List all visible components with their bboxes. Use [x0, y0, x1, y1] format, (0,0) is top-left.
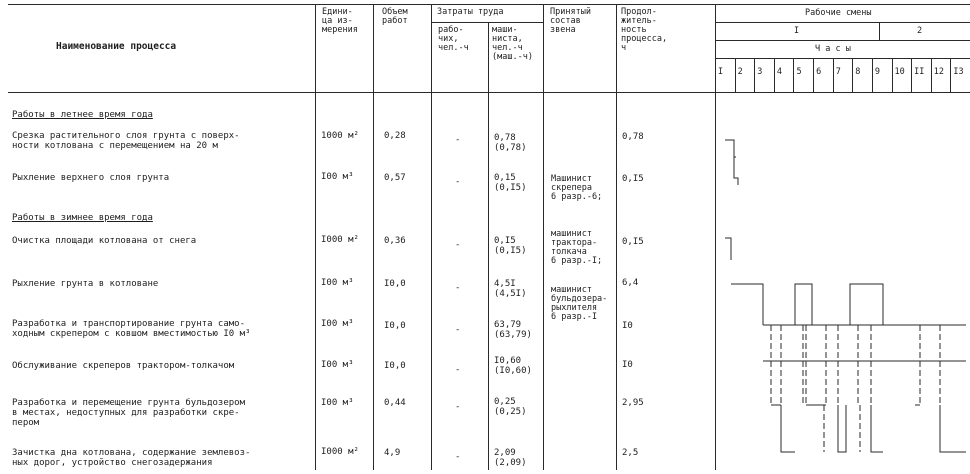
hour-12: 12 [933, 67, 945, 77]
hour-1: I [718, 67, 724, 77]
row-6-name: Обслуживание скреперов трактором-толкачом [12, 361, 235, 371]
row-8-volume: 4,9 [384, 448, 401, 458]
row-4-crew: машинист бульдозера- рыхлителя 6 разр.-I [551, 285, 608, 322]
row-4-volume: I0,0 [384, 279, 406, 289]
hour-10: 10 [894, 67, 905, 77]
row-7-volume: 0,44 [384, 398, 406, 408]
header-unit: Едини- ца из- мерения [322, 7, 358, 35]
hour-3: 3 [757, 67, 763, 77]
row-4-unit: I00 м³ [321, 278, 354, 288]
header-labor: Затраты труда [437, 7, 504, 17]
row-7-unit: I00 м³ [321, 398, 354, 408]
row-3-workers: - [455, 240, 461, 250]
header-duration: Продол- житель- ность процесса, ч [621, 7, 668, 53]
row-6-duration: I0 [622, 360, 633, 370]
row-8-duration: 2,5 [622, 448, 639, 458]
row-8-unit: I000 м² [321, 447, 359, 457]
row-3-name: Очистка площади котлована от снега [12, 236, 197, 246]
row-5-machinists: 63,79 (63,79) [494, 320, 532, 340]
header-labor-machinists: маши- ниста, чел.-ч (маш.-ч) [492, 25, 533, 62]
hour-13: I3 [953, 67, 964, 77]
row-5-name: Разработка и транспортирование грунта само- ходным скрепером с ковшом вместимостью I0 м³ [12, 319, 251, 339]
row-1-unit: 1000 м² [321, 131, 359, 141]
row-2-name: Рыхление верхнего слоя грунта [12, 173, 170, 183]
row-1-name: Срезка растительного слоя грунта с поверх- ности котлована с перемещением на 20 м [12, 131, 240, 151]
hours-label: Ч а с ы [815, 44, 851, 54]
hour-9: 9 [874, 67, 881, 77]
row-7-workers: - [455, 402, 461, 412]
row-4-name: Рыхление грунта в котловане [12, 279, 159, 289]
row-6-machinists: I0,60 (I0,60) [494, 356, 532, 376]
header-shifts: Рабочие смены [805, 8, 872, 18]
row-2-volume: 0,57 [384, 173, 406, 183]
row-6-workers: - [455, 365, 461, 375]
row-3-volume: 0,36 [384, 236, 406, 246]
row-7-machinists: 0,25 (0,25) [494, 397, 527, 417]
schedule-line-row-8 [781, 405, 795, 452]
section-winter: Работы в зимнее время года [12, 213, 153, 223]
row-3-crew: машинист трактора- толкача 6 разр.-I; [551, 229, 603, 266]
row-6-volume: I0,0 [384, 361, 406, 371]
hour-6: 6 [816, 67, 822, 77]
header-crew: Принятый состав звена [550, 7, 591, 35]
row-5-workers: - [455, 325, 461, 335]
row-1-workers: - [455, 135, 461, 145]
row-5-duration: I0 [622, 321, 633, 331]
shift-1-label: I [794, 26, 800, 36]
shift-2-label: 2 [917, 26, 923, 36]
schedule-line-row-4 [731, 284, 763, 325]
hour-4: 4 [776, 67, 782, 77]
section-summer: Работы в летнее время года [12, 110, 153, 120]
row-5-volume: I0,0 [384, 321, 406, 331]
header-labor-workers: рабо- чих, чел.-ч [438, 25, 469, 53]
hour-8: 8 [855, 67, 861, 77]
row-2-machinists: 0,15 (0,I5) [494, 173, 527, 193]
schedule-line-row-1 [725, 140, 736, 157]
header-process-name: Наименование процесса [56, 41, 177, 52]
row-2-workers: - [455, 177, 461, 187]
schedule-line-row-2 [734, 157, 738, 185]
row-6-unit: I00 м³ [321, 360, 354, 370]
row-1-volume: 0,28 [384, 131, 406, 141]
row-4-workers: - [455, 283, 461, 293]
row-8-workers: - [455, 452, 461, 462]
row-3-machinists: 0,I5 (0,I5) [494, 236, 527, 256]
hour-7: 7 [835, 67, 841, 77]
row-1-machinists: 0,78 (0,78) [494, 133, 527, 153]
row-7-duration: 2,95 [622, 398, 644, 408]
schedule-line-row-3 [725, 238, 731, 260]
row-8-name: Зачистка дна котлована, содержание землевоз- ных дорог, устройство снегозадержания [12, 448, 251, 468]
hour-5: 5 [796, 67, 802, 77]
hour-11: II [914, 67, 925, 77]
hour-2: 2 [737, 67, 743, 77]
row-3-duration: 0,I5 [622, 237, 644, 247]
row-2-unit: I00 м³ [321, 172, 354, 182]
row-8-machinists: 2,09 (2,09) [494, 448, 527, 468]
row-7-name: Разработка и перемещение грунта бульдозером в местах, недоступных для разработки скре- пером [12, 398, 245, 428]
row-5-unit: I00 м³ [321, 319, 354, 329]
row-4-duration: 6,4 [622, 278, 639, 288]
header-volume: Объем работ [382, 7, 408, 26]
row-3-unit: I000 м² [321, 235, 359, 245]
row-4-machinists: 4,5I (4,5I) [494, 279, 527, 299]
row-2-duration: 0,I5 [622, 174, 644, 184]
row-2-crew: Машинист скрепера 6 разр.-6; [551, 174, 603, 202]
row-1-duration: 0,78 [622, 132, 644, 142]
